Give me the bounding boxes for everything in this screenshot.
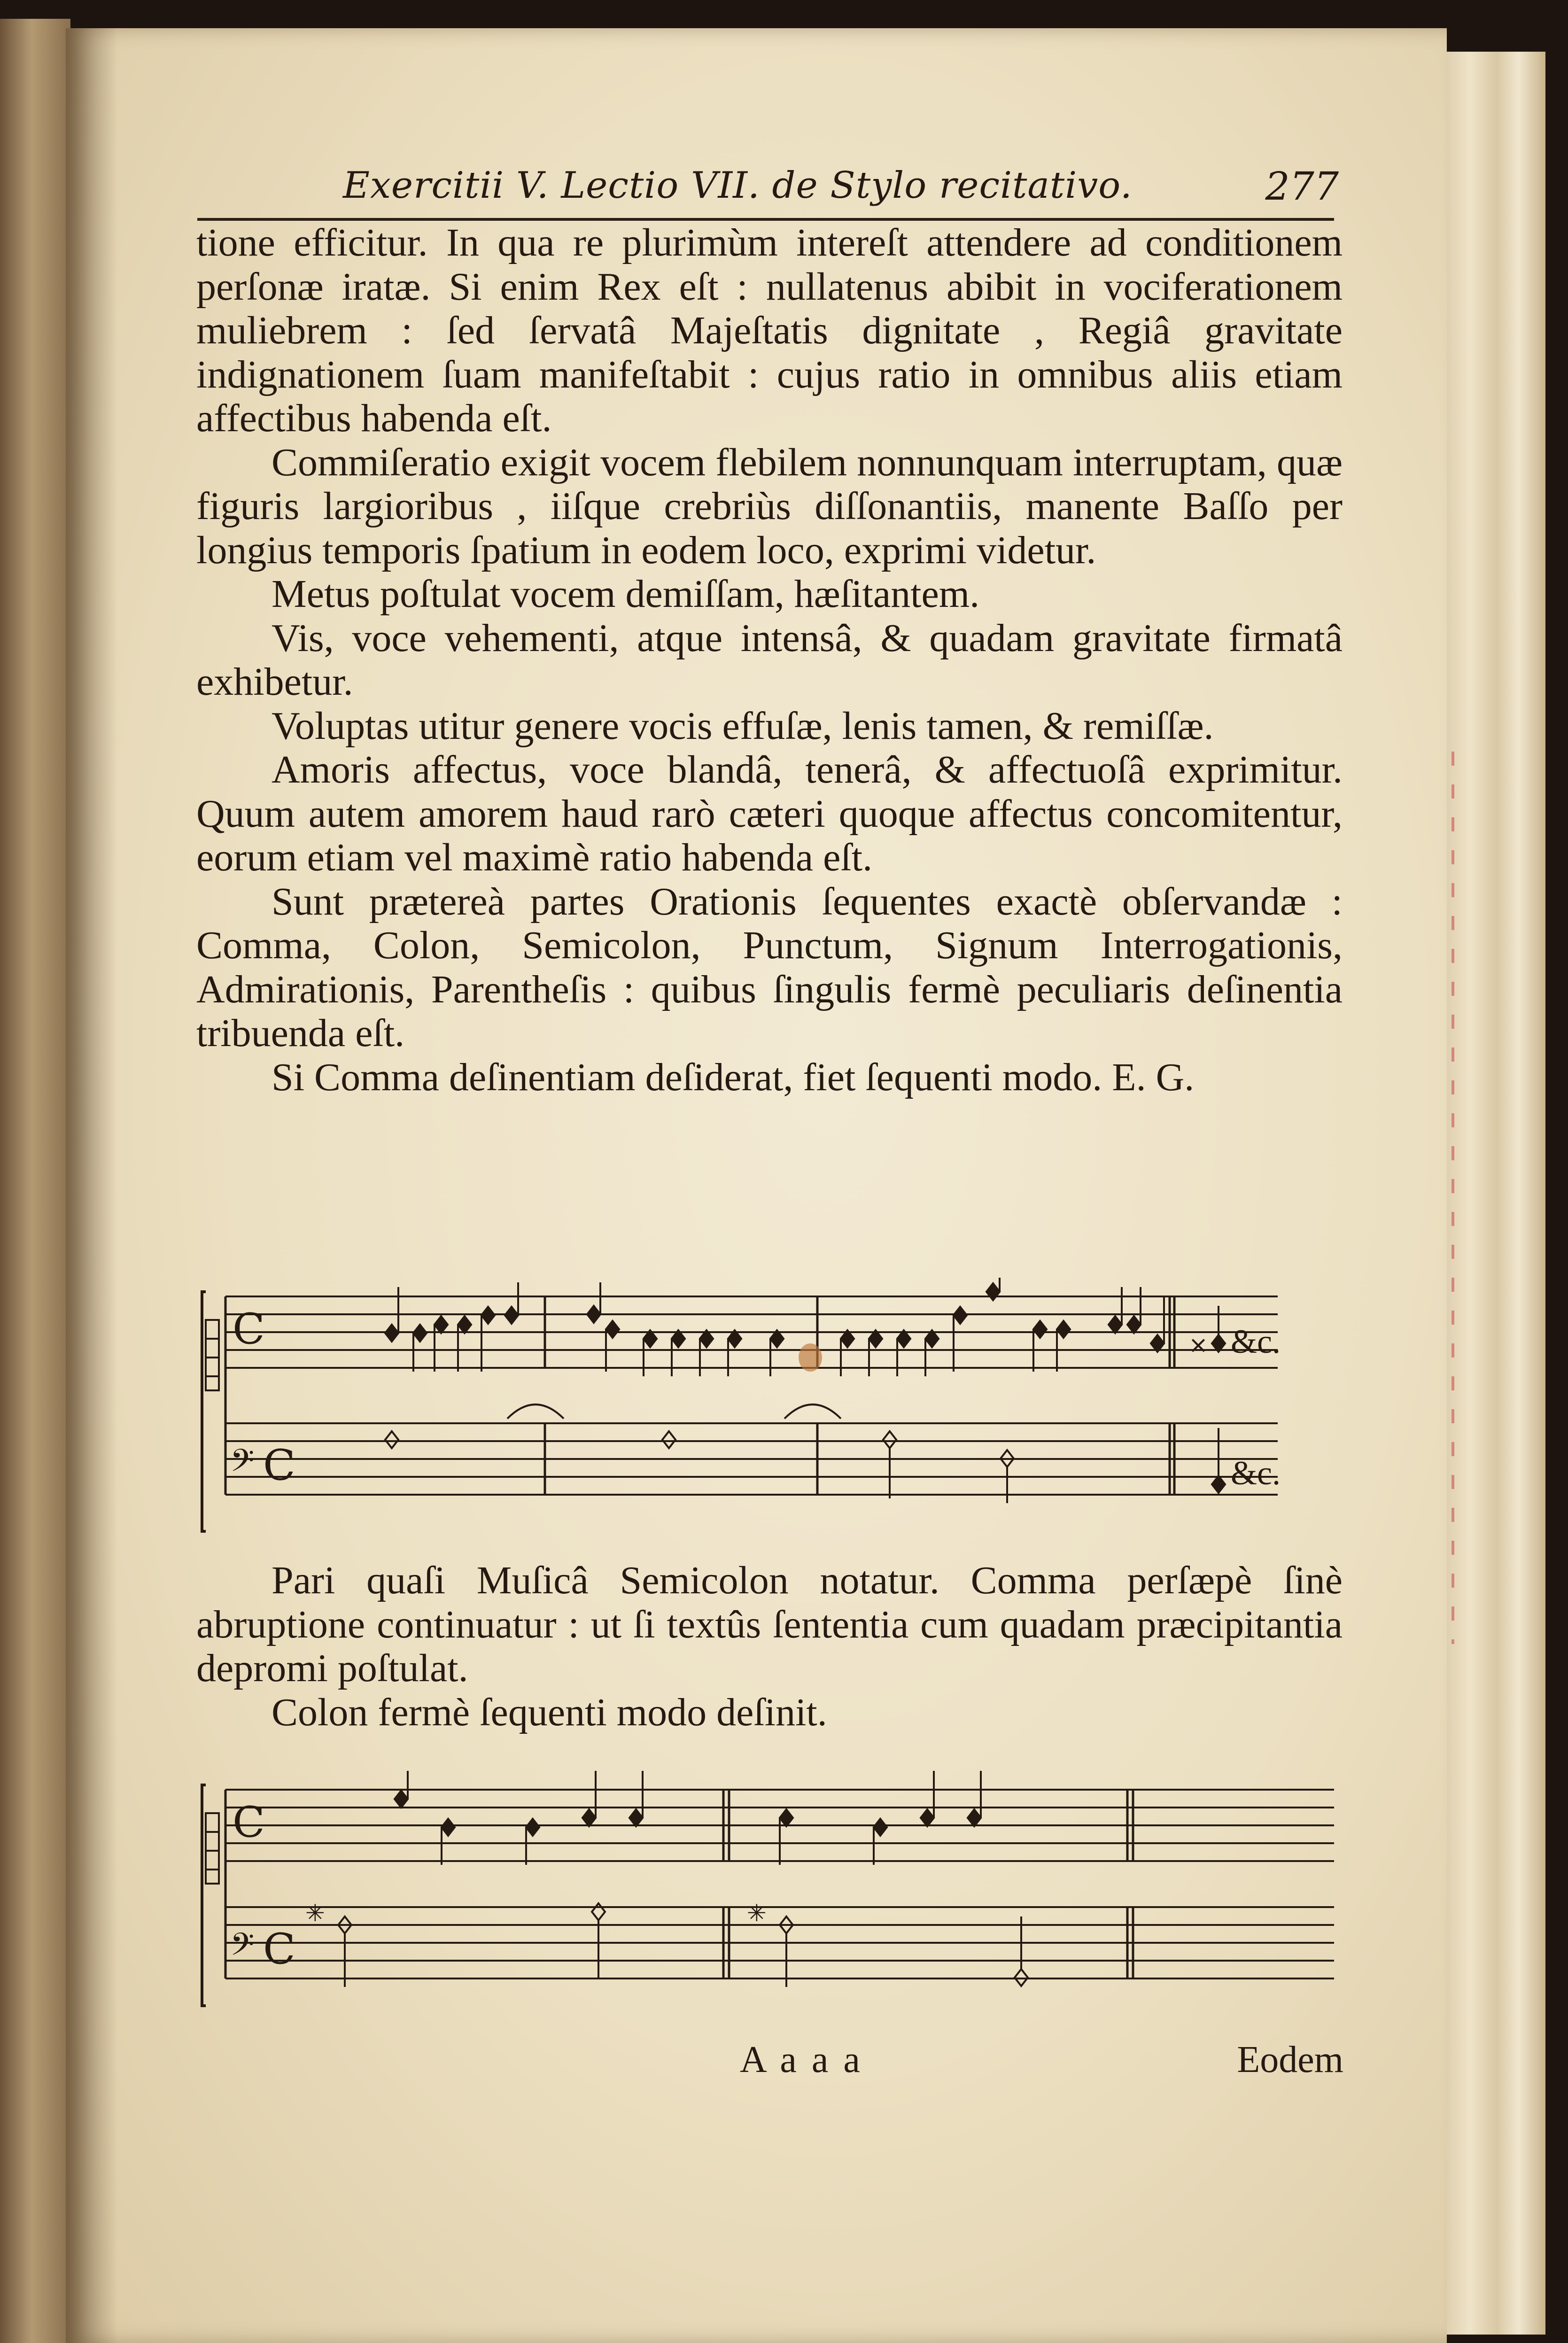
paragraph-8: Si Comma deſinentiam deſiderat, fiet ſequenti modo. E. G.	[272, 1055, 1195, 1099]
svg-text:𝄢: 𝄢	[230, 1926, 255, 1970]
facing-page-edge	[0, 19, 70, 2343]
svg-text:×: ×	[1188, 1331, 1208, 1358]
svg-text:C: C	[263, 1441, 295, 1490]
gutter-shadow	[66, 28, 117, 2343]
paragraph-5: Voluptas utitur genere vocis effuſæ, lenis tamen, & remiſſæ.	[272, 704, 1214, 748]
music-example-2-svg	[197, 1771, 1353, 2015]
running-title: Exercitii V. Lectio VII. de Stylo recitativo.	[343, 164, 1133, 207]
ink-stain	[799, 1343, 822, 1372]
paragraph-9: Pari quaſi Muſicâ Semicolon notatur. Comma perſæpè ſinè abruptione continuatur : ut ſi textûs ſententia cum quadam præcipitantia depromi poſtulat.	[196, 1559, 1343, 1690]
svg-text:C: C	[263, 1924, 295, 1974]
svg-text:𝄢: 𝄢	[230, 1443, 255, 1486]
catchword: Eodem	[1237, 2039, 1343, 2080]
paragraph-2: Commiſeratio exigit vocem flebilem nonnunquam interruptam, quæ figuris largioribus , iiſque crebriùs diſſonantiis, manente Baſſo per longius temporis ſpatium in eodem loco, exprimi videtur.	[196, 440, 1343, 572]
text-between-examples	[196, 1559, 1343, 1734]
paragraph-7: Sunt prætereà partes Orationis ſequentes exactè obſervandæ : Comma, Colon, Semicolon, Punctum, Signum Interrogationis, Admirationis, Parentheſis : quibus ſingulis fermè peculiaris deſinentia tribuenda eſt.	[196, 879, 1343, 1055]
music-example-2	[197, 1771, 1353, 2015]
paragraph-4: Vis, voce vehementi, atque intensâ, & quadam gravitate firmatâ exhibetur.	[196, 616, 1343, 704]
paragraph-6: Amoris affectus, voce blandâ, tenerâ, & affectuoſâ exprimitur. Quum autem amorem haud rarò cæteri quoque affectus concomitentur, eorum etiam vel maximè ratio habenda eſt.	[196, 748, 1343, 879]
page-header	[343, 164, 1339, 211]
svg-text:C: C	[233, 1798, 265, 1847]
red-edge-marking	[1452, 752, 1454, 1644]
upper-etc: &c.	[1231, 1323, 1281, 1360]
svg-text:C: C	[233, 1304, 265, 1354]
paragraph-10: Colon fermè ſequenti modo deſinit.	[272, 1690, 827, 1734]
svg-text:✳: ✳	[305, 1900, 325, 1927]
music-example-1-svg	[197, 1278, 1353, 1541]
page-number: 277	[1265, 164, 1339, 209]
paragraph-1: tione efficitur. In qua re plurimùm intereſt attendere ad conditionem perſonæ iratæ. Si enim Rex eſt : nullatenus abibit in vociferationem muliebrem : ſed ſervatâ Majeſtatis dignitate , Regiâ gravitate indignationem ſuam manifeſtabit : cujus ratio in omnibus aliis etiam affectibus habenda eſt.	[196, 221, 1343, 440]
svg-text:✳: ✳	[747, 1900, 767, 1927]
page-footer	[197, 2039, 1343, 2090]
signature-mark: A a a a	[740, 2039, 863, 2080]
lower-etc: &c.	[1231, 1454, 1281, 1492]
main-text	[196, 221, 1343, 1099]
music-example-1	[197, 1278, 1353, 1541]
paragraph-3: Metus poſtulat vocem demiſſam, hæſitantem.	[272, 572, 980, 616]
